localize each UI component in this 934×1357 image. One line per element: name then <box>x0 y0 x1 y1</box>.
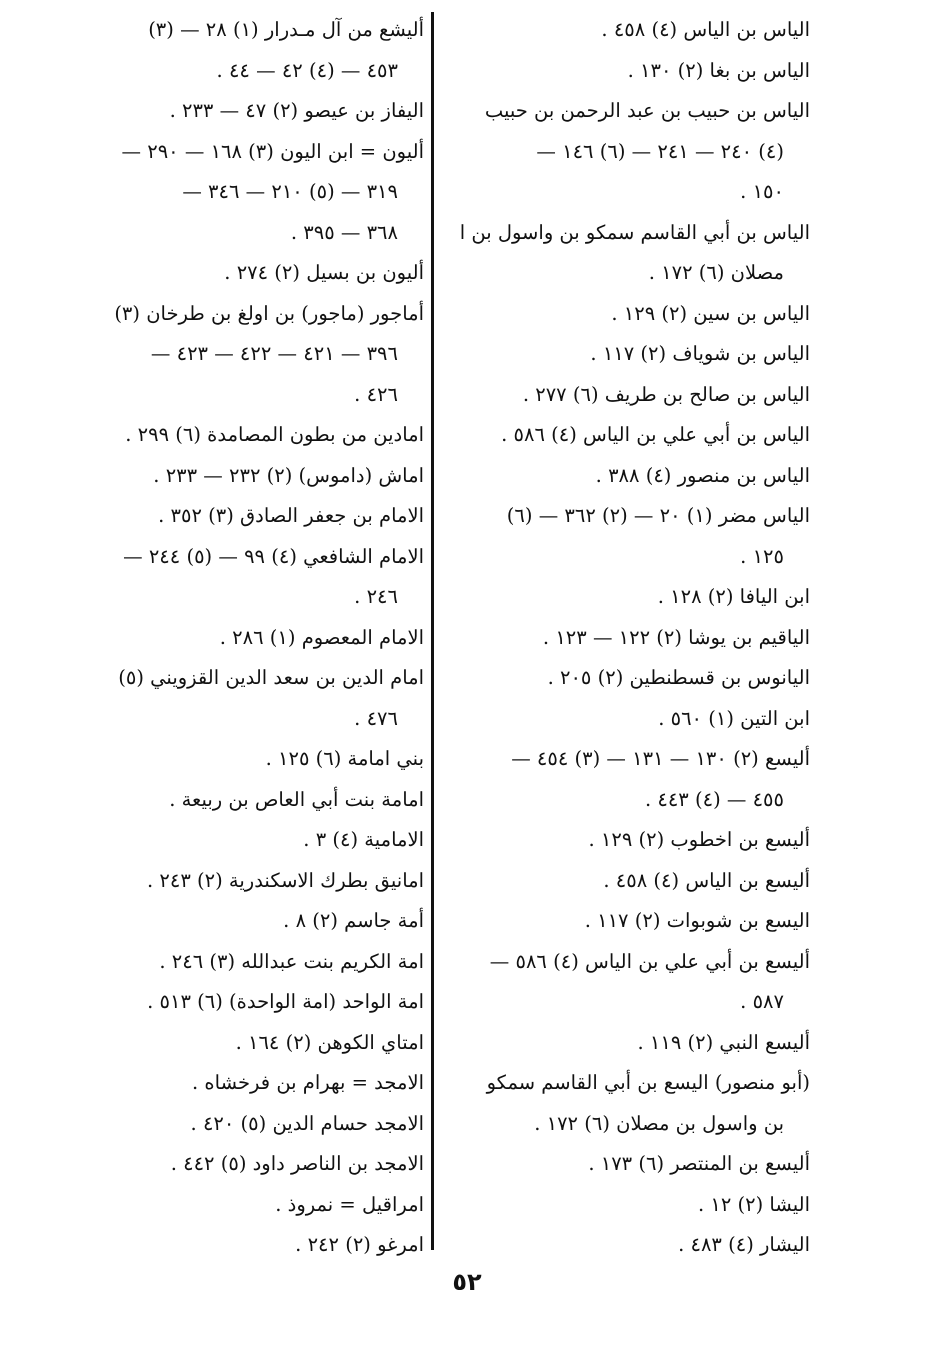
index-entry <box>60 658 424 739</box>
index-entry <box>458 334 810 375</box>
entry-line: أليسع بن اخطوب (٢) ١٢٩ . <box>588 828 810 851</box>
index-entry <box>60 618 424 659</box>
index-entry <box>60 132 424 254</box>
index-entry <box>458 51 810 92</box>
entry-continuation-line: ٣١٩ — (٥) ٢١٠ — ٣٤٦ — <box>182 180 398 203</box>
index-entry <box>458 1144 810 1185</box>
entry-line: الياس بن أبي القاسم سمكو بن واسول بن ا <box>459 220 810 244</box>
entry-continuation-line: ٢٤٦ . <box>354 585 398 608</box>
entry-continuation-line: ٥٨٧ . <box>740 990 784 1013</box>
entry-continuation-line: ٤٢٦ . <box>354 382 398 406</box>
entry-line: أماجور (ماجور) بن اولغ بن طرخان (٣) <box>114 301 424 325</box>
entry-line: أليسع النبي (٢) ١١٩ . <box>637 1030 810 1054</box>
entry-line: اليشا (٢) ١٢ . <box>697 1192 810 1216</box>
entry-line: امانيق بطرك الاسكندرية (٢) ٢٤٣ . <box>146 868 424 892</box>
index-entry <box>458 91 810 213</box>
index-entry <box>60 861 424 902</box>
right-index-column <box>458 10 810 1266</box>
index-entry <box>458 375 810 416</box>
entry-line: اليشار (٤) ٤٨٣ . <box>678 1233 810 1256</box>
entry-line: (أبو منصور) اليسع بن أبي القاسم سمكو <box>486 1071 810 1094</box>
entry-line: امة الكريم بنت عبدالله (٣) ٢٤٦ . <box>159 949 424 973</box>
entry-line: الياس بن الياس (٤) ٤٥٨ . <box>601 18 810 41</box>
index-entry <box>458 942 810 1023</box>
entry-line: الياس بن بغا (٢) ١٣٠ . <box>627 58 810 82</box>
index-entry <box>60 1023 424 1064</box>
entry-line: الامام بن جعفر الصادق (٣) ٣٥٢ . <box>158 504 424 527</box>
entry-line: اماش (داموس) (٢) ٢٣٢ — ٢٣٣ . <box>153 463 424 487</box>
index-entry <box>60 1104 424 1145</box>
entry-continuation-line: ٣٩٦ — ٤٢١ — ٤٢٢ — ٤٢٣ — <box>150 342 398 365</box>
index-entry <box>60 294 424 416</box>
index-entry <box>60 456 424 497</box>
index-entry <box>60 415 424 456</box>
column-divider <box>431 12 434 1250</box>
index-entry <box>60 91 424 132</box>
entry-line: الامجد = بهرام بن فرخشاه . <box>192 1071 424 1094</box>
entry-line: امراقيل = نمروذ . <box>275 1192 424 1216</box>
entry-continuation-line: مصلان (٦) ١٧٢ . <box>648 261 784 284</box>
index-entry <box>458 456 810 497</box>
entry-line: أليون بن بسيل (٢) ٢٧٤ . <box>224 261 424 284</box>
entry-line: الامجد حسام الدين (٥) ٤٢٠ . <box>190 1111 424 1135</box>
index-entry <box>458 1225 810 1266</box>
entry-line: الياقيم بن يوشا (٢) ١٢٢ — ١٢٣ . <box>542 625 810 649</box>
index-entry <box>458 618 810 659</box>
index-entry <box>458 901 810 942</box>
index-entry <box>60 496 424 537</box>
index-entry <box>60 537 424 618</box>
entry-line: الياس بن أبي علي بن الياس (٤) ٥٨٦ . <box>501 423 810 446</box>
entry-line: اليسع بن شوبوات (٢) ١١٧ . <box>584 909 810 932</box>
entry-continuation-line: ١٢٥ . <box>740 544 784 568</box>
entry-continuation-line: ٤٥٥ — (٤) ٤٤٣ . <box>644 787 784 811</box>
entry-continuation-line: بن واسول بن مصلان (٦) ١٧٢ . <box>534 1111 784 1135</box>
entry-line: الياس بن شوياف (٢) ١١٧ . <box>590 342 810 365</box>
entry-continuation-line: (٤) ٢٤٠ — ٢٤١ — (٦) ١٤٦ — <box>536 139 784 163</box>
index-entry <box>458 1023 810 1064</box>
index-entry <box>458 861 810 902</box>
entry-line: الامجد بن الناصر داود (٥) ٤٤٢ . <box>170 1152 424 1175</box>
entry-line: أليسع بن أبي علي بن الياس (٤) ٥٨٦ — <box>489 949 810 973</box>
entry-line: الامام المعصوم (١) ٢٨٦ . <box>219 625 424 649</box>
index-entry <box>458 577 810 618</box>
entry-line: اليانوس بن قسطنطين (٢) ٢٠٥ . <box>547 666 810 689</box>
entry-line: أليسع (٢) ١٣٠ — ١٣١ — (٣) ٤٥٤ — <box>511 747 810 770</box>
left-index-column <box>60 10 424 1266</box>
index-entry <box>60 942 424 983</box>
entry-line: امامة بنت أبي العاص بن ربيعة . <box>169 787 424 811</box>
index-entry <box>60 1225 424 1266</box>
entry-line: ابن التين (١) ٥٦٠ . <box>658 706 810 730</box>
entry-line: امادين من بطون المصامدة (٦) ٢٩٩ . <box>125 423 424 446</box>
index-entry <box>458 294 810 335</box>
entry-line: أمة جاسم (٢) ٨ . <box>283 909 424 932</box>
entry-line: أليون = ابن اليون (٣) ١٦٨ — ٢٩٠ — <box>121 139 424 163</box>
index-entry <box>458 739 810 820</box>
index-entry <box>60 820 424 861</box>
index-entry <box>458 10 810 51</box>
index-entry <box>60 739 424 780</box>
entry-continuation-line: ٣٦٨ — ٣٩٥ . <box>290 220 398 244</box>
entry-line: الياس بن حبيب بن عبد الرحمن بن حبيب <box>484 99 810 122</box>
entry-line: الامامية (٤) ٣ . <box>303 828 424 851</box>
index-entry <box>60 1144 424 1185</box>
index-entry <box>458 213 810 294</box>
entry-line: امام الدين بن سعد الدين القزويني (٥) <box>118 666 424 689</box>
index-entry <box>60 1185 424 1226</box>
index-entry <box>60 10 424 91</box>
entry-line: الياس بن سين (٢) ١٢٩ . <box>611 301 810 325</box>
entry-line: أليسع بن المنتصر (٦) ١٧٣ . <box>588 1152 810 1175</box>
page-number: ٥٢ <box>452 1268 482 1296</box>
entry-line: امرغو (٢) ٢٤٢ . <box>295 1233 424 1256</box>
entry-line: الياس بن صالح بن طريف (٦) ٢٧٧ . <box>522 382 810 406</box>
entry-line: ابن اليافا (٢) ١٢٨ . <box>657 585 810 608</box>
index-entry <box>60 982 424 1023</box>
index-entry <box>458 658 810 699</box>
entry-line: الياس بن منصور (٤) ٣٨٨ . <box>595 463 810 487</box>
index-entry <box>458 1063 810 1144</box>
index-entry <box>458 496 810 577</box>
entry-line: أليشع من آل مـدرار (١) ٢٨ — (٣) <box>148 18 424 41</box>
index-entry <box>60 901 424 942</box>
entry-continuation-line: ٤٥٣ — (٤) ٤٢ — ٤٤ . <box>216 58 398 82</box>
index-entry <box>60 253 424 294</box>
index-entry <box>458 820 810 861</box>
index-entry <box>458 1185 810 1226</box>
entry-line: امتاي الكوهن (٢) ١٦٤ . <box>235 1030 424 1054</box>
entry-line: الامام الشافعي (٤) ٩٩ — (٥) ٢٤٤ — <box>123 544 424 568</box>
entry-continuation-line: ٤٧٦ . <box>354 706 398 730</box>
entry-line: امة الواحد (امة الواحدة) (٦) ٥١٣ . <box>147 990 424 1013</box>
entry-line: أليسع بن الياس (٤) ٤٥٨ . <box>603 868 810 892</box>
index-entry <box>458 699 810 740</box>
entry-continuation-line: ١٥٠ . <box>740 180 784 203</box>
index-entry <box>60 1063 424 1104</box>
index-entry <box>60 780 424 821</box>
entry-line: اليفاز بن عيصو (٢) ٤٧ — ٢٣٣ . <box>169 99 424 122</box>
entry-line: بني امامة (٦) ١٢٥ . <box>265 747 424 770</box>
index-entry <box>458 415 810 456</box>
entry-line: الياس مضر (١) ٢٠ — (٢) ٣٦٢ — (٦) <box>506 504 810 527</box>
